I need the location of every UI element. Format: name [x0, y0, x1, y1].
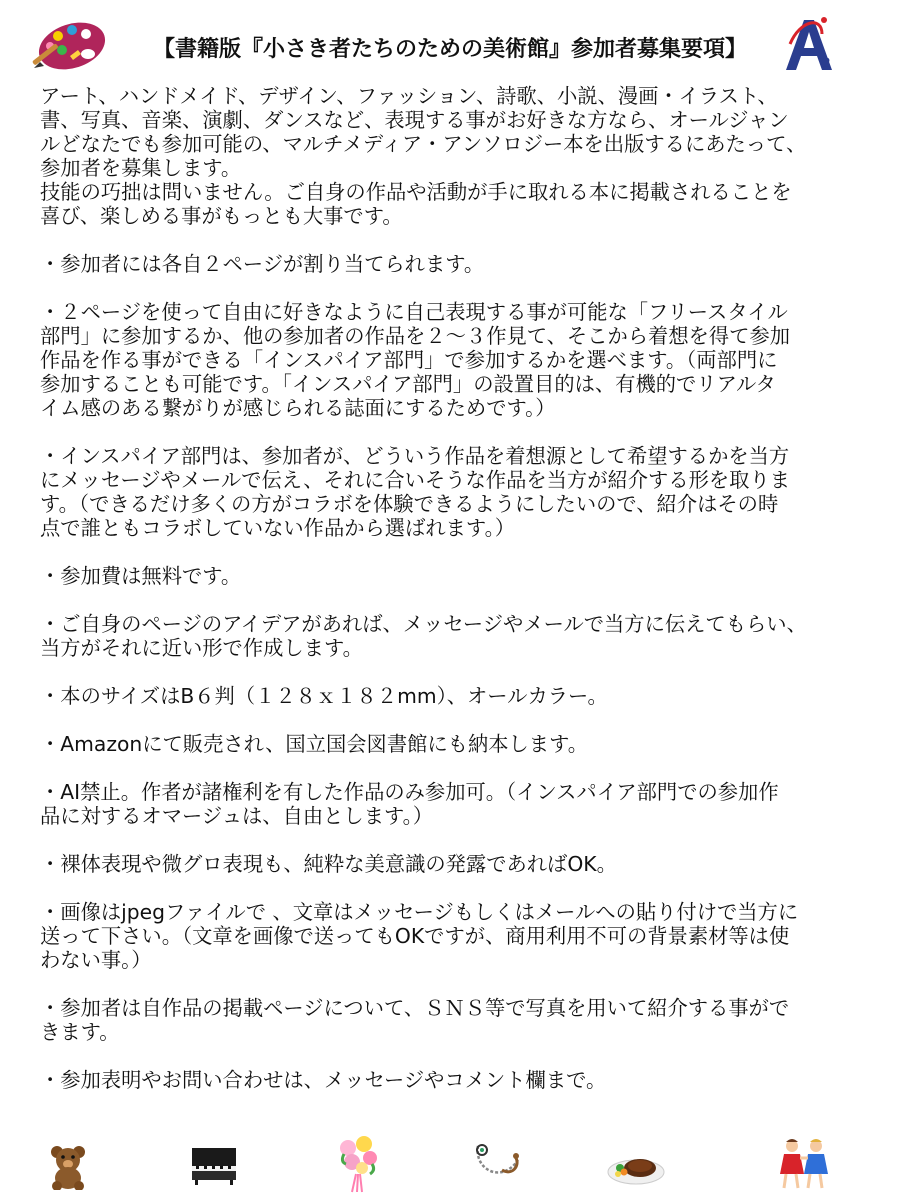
- guideline-item: ・Amazonにて販売され、国立国会図書館にも納本します。: [40, 732, 589, 756]
- guideline-item: ・AI禁止。作者が諸権利を有した作品のみ参加可。（インスパイア部門での参加作 品に対するオマージュは、自由とします。）: [40, 780, 779, 828]
- recruitment-guidelines: [40, 84, 862, 1092]
- piano-icon: [190, 1146, 238, 1186]
- letter-a-logo: [782, 14, 838, 74]
- flower-bouquet-icon: [334, 1134, 382, 1194]
- steak-plate-icon: [606, 1146, 666, 1186]
- guideline-item: ・参加表明やお問い合わせは、メッセージやコメント欄まで。: [40, 1068, 607, 1092]
- guideline-item: ・画像はjpegファイルで 、文章はメッセージもしくはメールへの貼り付けで当方に 送って下さい。（文章を画像で送ってもOKですが、商用利用不可の背景素材等は使 わない事。）: [40, 900, 799, 972]
- intro-paragraph: アート、ハンドメイド、デザイン、ファッション、詩歌、小説、漫画・イラスト、 書、写真、音楽、演劇、ダンスなど、表現する事がお好きな方なら、オールジャン ルどなたでも参加可能の、マルチメディア・アンソロジー本を出版するにあたって、 参加者を募集します。 技能の巧拙は問いません。ご自身の作品や活動が手に取れる本に掲載されることを 喜び、楽しめる事がもっとも大事です。: [40, 84, 807, 228]
- guideline-item: ・参加者は自作品の掲載ページについて、ＳＮＳ等で写真を用いて紹介する事がで きます。: [40, 996, 790, 1044]
- guideline-item: ・参加者には各自２ページが割り当てられます。: [40, 252, 485, 276]
- dancing-children-icon: [776, 1136, 832, 1194]
- guideline-item: ・本のサイズはB６判（１２８ｘ１８２mm）、オールカラー。: [40, 684, 608, 708]
- guideline-item: ・ご自身のページのアイデアがあれば、メッセージやメールで当方に伝えてもらい、 当方がそれに近い形で作成します。: [40, 612, 807, 660]
- guideline-item: ・裸体表現や微グロ表現も、純粋な美意識の発露であればOK。: [40, 852, 617, 876]
- guideline-item: ・インスパイア部門は、参加者が、どういう作品を着想源として希望するかを当方 にメッセージやメールで伝え、それに合いそうな作品を当方が紹介する形を取りま す。（できるだけ多くの方がコラボを体験できるようにしたいので、紹介はその時 点で誰ともコラボしていない作品から選ばれます。）: [40, 444, 791, 540]
- necklace-icon: [472, 1140, 524, 1188]
- guideline-item: ・参加費は無料です。: [40, 564, 242, 588]
- footer-icons: [0, 1130, 900, 1200]
- svg-text:2: 2: [822, 56, 831, 72]
- guideline-item: ・２ページを使って自由に好きなように自己表現する事が可能な「フリースタイル 部門」に参加するか、他の参加者の作品を２〜３作見て、そこから着想を得て参加 作品を作る事ができる「インスパイア部門」で参加するかを選べます。（両部門に 参加することも可能です。「インスパイア部門」の設置目的は、有機的でリアルタ イム感のある繋がりが感じられる誌面にするためです。）: [40, 300, 791, 420]
- header: [0, 0, 900, 80]
- page-title: 【書籍版『小さき者たちのための美術館』参加者募集要項】: [152, 37, 747, 62]
- teddy-bear-icon: [48, 1144, 88, 1190]
